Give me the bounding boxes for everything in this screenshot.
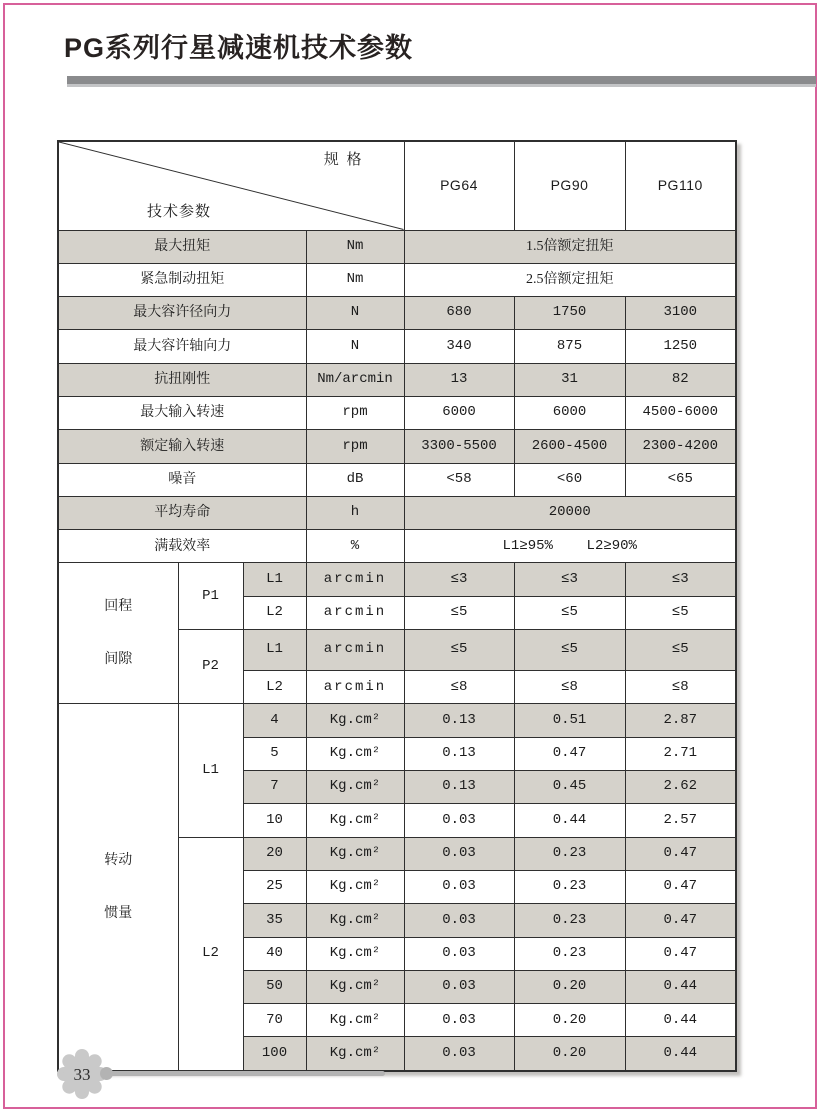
grade-cell-p2: P2 [178,630,243,704]
value-cell: 0.44 [514,804,625,837]
unit-cell: Kg.cm² [306,904,404,937]
ratio-cell: 70 [243,1004,306,1037]
value-cell: 0.47 [625,904,736,937]
value-cell: 0.03 [404,804,514,837]
param-label-cell: 最大容许轴向力 [58,330,306,363]
ratio-cell: 20 [243,837,306,870]
value-cell: ≤3 [514,563,625,596]
column-header-pg64: PG64 [404,141,514,230]
value-cell: 0.23 [514,937,625,970]
spec-table [57,140,737,1072]
corner-label-params: 技术参数 [147,203,212,220]
unit-cell: Nm [306,263,404,296]
param-label-cell: 最大输入转速 [58,396,306,429]
unit-cell: Kg.cm² [306,937,404,970]
value-cell: 82 [625,363,736,396]
section-label-inertia: 转动 惯量 [58,704,178,1071]
unit-cell: arcmin [306,671,404,704]
value-cell: 2.87 [625,704,736,737]
table-row [58,563,736,596]
param-label-cell: 最大扭矩 [58,230,306,263]
unit-cell: Kg.cm² [306,704,404,737]
param-label-cell: 紧急制动扭矩 [58,263,306,296]
column-header-pg90: PG90 [514,141,625,230]
unit-cell: Kg.cm² [306,1037,404,1071]
value-cell: ≤5 [625,596,736,629]
param-label-cell: 最大容许径向力 [58,297,306,330]
unit-cell: Kg.cm² [306,837,404,870]
value-cell: 0.03 [404,870,514,903]
table-row [58,263,736,296]
table-row [58,330,736,363]
merged-value-cell: 20000 [404,496,736,529]
param-label-cell: 噪音 [58,463,306,496]
value-cell: 0.03 [404,937,514,970]
value-cell: 0.23 [514,837,625,870]
merged-value-cell: 2.5倍额定扭矩 [404,263,736,296]
level-cell: L1 [243,630,306,671]
value-cell: <65 [625,463,736,496]
unit-cell: Nm [306,230,404,263]
value-cell: 1750 [514,297,625,330]
param-label-cell: 抗扭刚性 [58,363,306,396]
value-cell: 0.13 [404,771,514,804]
value-cell: ≤5 [514,630,625,671]
value-cell: ≤8 [514,671,625,704]
value-cell: 340 [404,330,514,363]
table-row [58,463,736,496]
table-row [58,704,736,737]
table-row [58,396,736,429]
param-label-cell: 满载效率 [58,530,306,563]
value-cell: 0.20 [514,1004,625,1037]
value-cell: 0.23 [514,904,625,937]
unit-cell: dB [306,463,404,496]
header-corner-cell [58,141,404,230]
page-title: PG系列行星减速机技术参数 [64,33,414,63]
unit-cell: Kg.cm² [306,970,404,1003]
value-cell: 680 [404,297,514,330]
unit-cell: h [306,496,404,529]
value-cell: 0.47 [625,837,736,870]
level-cell: L1 [243,563,306,596]
table-row [58,530,736,563]
table-row [58,430,736,463]
unit-cell: arcmin [306,563,404,596]
value-cell: ≤8 [404,671,514,704]
ratio-cell: 40 [243,937,306,970]
value-cell: 2600-4500 [514,430,625,463]
ratio-cell: 35 [243,904,306,937]
column-header-pg110: PG110 [625,141,736,230]
value-cell: 6000 [404,396,514,429]
level-cell: L2 [243,596,306,629]
value-cell: 0.44 [625,1037,736,1071]
value-cell: 0.20 [514,970,625,1003]
value-cell: 0.44 [625,970,736,1003]
value-cell: 0.13 [404,704,514,737]
value-cell: 875 [514,330,625,363]
ratio-cell: 100 [243,1037,306,1071]
ratio-cell: 7 [243,771,306,804]
value-cell: 2300-4200 [625,430,736,463]
value-cell: 0.45 [514,771,625,804]
level-cell: L2 [243,671,306,704]
value-cell: ≤5 [404,630,514,671]
value-cell: ≤3 [404,563,514,596]
unit-cell: Kg.cm² [306,771,404,804]
unit-cell: Kg.cm² [306,737,404,770]
value-cell: ≤3 [625,563,736,596]
value-cell: 0.51 [514,704,625,737]
value-cell: 2.62 [625,771,736,804]
value-cell: 0.03 [404,1037,514,1071]
value-cell: 0.03 [404,904,514,937]
value-cell: 0.47 [625,937,736,970]
value-cell: 3100 [625,297,736,330]
unit-cell: Kg.cm² [306,804,404,837]
level-group-cell-l1: L1 [178,704,243,837]
value-cell: 31 [514,363,625,396]
value-cell: 0.47 [514,737,625,770]
table-row [58,297,736,330]
table-row [58,230,736,263]
unit-cell: % [306,530,404,563]
value-cell: 2.71 [625,737,736,770]
unit-cell: rpm [306,396,404,429]
param-label-cell: 平均寿命 [58,496,306,529]
ratio-cell: 10 [243,804,306,837]
value-cell: ≤5 [514,596,625,629]
value-cell: 0.03 [404,837,514,870]
value-cell: 0.23 [514,870,625,903]
unit-cell: Kg.cm² [306,870,404,903]
value-cell: 4500-6000 [625,396,736,429]
merged-value-cell: L1≥95% L2≥90% [404,530,736,563]
ratio-cell: 5 [243,737,306,770]
unit-cell: arcmin [306,630,404,671]
value-cell: ≤8 [625,671,736,704]
value-cell: ≤5 [625,630,736,671]
value-cell: 0.20 [514,1037,625,1071]
level-group-cell-l2: L2 [178,837,243,1071]
corner-label-spec: 规 格 [323,152,364,168]
section-label-backlash: 回程 间隙 [58,563,178,704]
value-cell: 6000 [514,396,625,429]
table-row [58,363,736,396]
value-cell: <58 [404,463,514,496]
table-header-row [58,141,736,230]
merged-value-cell: 1.5倍额定扭矩 [404,230,736,263]
value-cell: 0.03 [404,970,514,1003]
page-number: 33 [73,1065,91,1084]
param-label-cell: 额定输入转速 [58,430,306,463]
unit-cell: Nm/arcmin [306,363,404,396]
value-cell: 0.03 [404,1004,514,1037]
value-cell: 3300-5500 [404,430,514,463]
value-cell: 0.47 [625,870,736,903]
value-cell: <60 [514,463,625,496]
title-underline [67,76,816,87]
ratio-cell: 4 [243,704,306,737]
unit-cell: N [306,330,404,363]
value-cell: 1250 [625,330,736,363]
unit-cell: Kg.cm² [306,1004,404,1037]
unit-cell: N [306,297,404,330]
ratio-cell: 25 [243,870,306,903]
footer-rule [110,1071,385,1076]
grade-cell-p1: P1 [178,563,243,630]
value-cell: 0.44 [625,1004,736,1037]
unit-cell: arcmin [306,596,404,629]
value-cell: 2.57 [625,804,736,837]
table-row [58,496,736,529]
value-cell: ≤5 [404,596,514,629]
unit-cell: rpm [306,430,404,463]
value-cell: 0.13 [404,737,514,770]
ratio-cell: 50 [243,970,306,1003]
value-cell: 13 [404,363,514,396]
